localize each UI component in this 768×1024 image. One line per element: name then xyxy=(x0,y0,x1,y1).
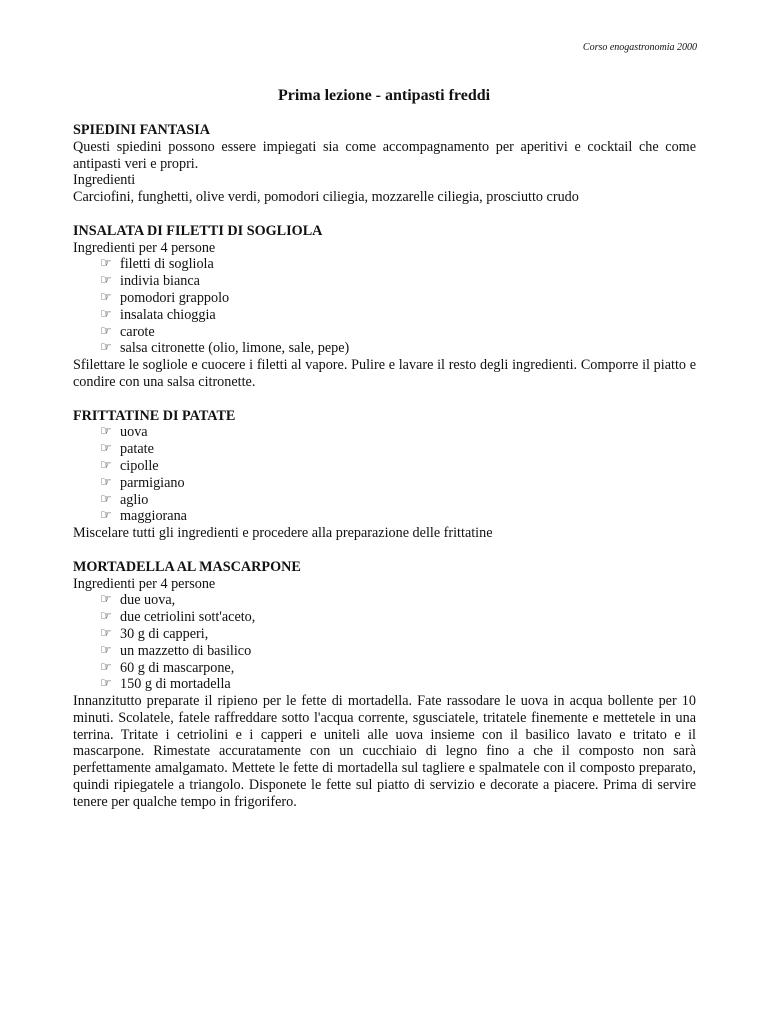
list-item xyxy=(73,307,696,324)
recipe-title: FRITTATINE DI PATATE xyxy=(73,407,236,424)
pointing-hand-icon: ☞ xyxy=(100,659,112,675)
list-item xyxy=(73,609,696,626)
ingredient-text: 60 g di mascarpone, xyxy=(120,659,235,676)
pointing-hand-icon: ☞ xyxy=(100,256,112,272)
recipe-frittatine-di-patate xyxy=(73,408,696,542)
ingredients-list xyxy=(73,592,696,693)
ingredient-text: 30 g di capperi, xyxy=(120,625,209,642)
list-item xyxy=(73,660,696,677)
pointing-hand-icon: ☞ xyxy=(100,323,112,339)
pointing-hand-icon: ☞ xyxy=(100,424,112,440)
pointing-hand-icon: ☞ xyxy=(100,457,112,473)
pointing-hand-icon: ☞ xyxy=(100,441,112,457)
recipe-insalata-filetti-sogliola xyxy=(73,223,696,391)
list-item xyxy=(73,643,696,660)
pointing-hand-icon: ☞ xyxy=(100,676,112,692)
recipe-method: Miscelare tutti gli ingredienti e procedere alla preparazione delle frittatine xyxy=(73,525,493,542)
ingredients-list xyxy=(73,424,696,525)
ingredient-text: filetti di sogliola xyxy=(120,256,214,273)
list-item xyxy=(73,256,696,273)
list-item xyxy=(73,340,696,357)
ingredient-text: patate xyxy=(120,441,154,458)
ingredients-list xyxy=(73,256,696,357)
ingredients-label: Ingredienti xyxy=(73,172,136,189)
ingredient-text: uova xyxy=(120,424,148,441)
list-item xyxy=(73,676,696,693)
ingredients-text: Carciofini, funghetti, olive verdi, pomodori ciliegia, mozzarelle ciliegia, prosciutto crudo xyxy=(73,189,579,206)
page-title: Prima lezione - antipasti freddi xyxy=(277,87,491,104)
list-item xyxy=(73,324,696,341)
ingredient-text: salsa citronette (olio, limone, sale, pepe) xyxy=(120,340,350,357)
ingredient-text: 150 g di mortadella xyxy=(120,676,231,693)
pointing-hand-icon: ☞ xyxy=(100,289,112,305)
list-item xyxy=(73,492,696,509)
pointing-hand-icon: ☞ xyxy=(100,273,112,289)
ingredient-text: aglio xyxy=(120,491,149,508)
ingredient-text: maggiorana xyxy=(120,508,187,525)
document-body xyxy=(73,122,696,827)
recipe-intro: Questi spiedini possono essere impiegati sia come accompagnamento per aperitivi e cocktail che come antipasti veri e propri. xyxy=(73,138,696,172)
recipe-method: Innanzitutto preparate il ripieno per le fette di mortadella. Fate rassodare le uova in acqua bollente per 10 minuti. Scolatele, fatele raffreddare sotto l'acqua corrente, sgusciatele, tritatele finemente e mettetele in una terrina. Tritate i cetriolini e i capperi e uniteli alle uova insieme con il basilico lavato e tritato e il mascarpone. Rimestate accuratamente con un cucchiaio di legno fino a che il composto non sarà perfettamente amalgamato. Mettete le fette di mortadella sul tagliere e spalmatele con il composto preparato, quindi ripiegatele a triangolo. Disponete le fette sul piatto di servizio e decorate a piacere. Prima di servire tenere per qualche tempo in frigorifero. xyxy=(73,693,696,810)
recipe-method: Sfilettare le sogliole e cuocere i filetti al vapore. Pulire e lavare il resto degli ingredienti. Comporre il piatto e condire con una salsa citronette. xyxy=(73,357,696,390)
list-item xyxy=(73,475,696,492)
list-item xyxy=(73,458,696,475)
pointing-hand-icon: ☞ xyxy=(100,340,112,356)
list-item xyxy=(73,626,696,643)
list-item xyxy=(73,424,696,441)
ingredients-label: Ingredienti per 4 persone xyxy=(73,575,216,592)
pointing-hand-icon: ☞ xyxy=(100,625,112,641)
list-item xyxy=(73,273,696,290)
pointing-hand-icon: ☞ xyxy=(100,642,112,658)
header-note: Corso enogastronomia 2000 xyxy=(582,42,697,53)
recipe-title: MORTADELLA AL MASCARPONE xyxy=(73,558,301,575)
pointing-hand-icon: ☞ xyxy=(100,491,112,507)
pointing-hand-icon: ☞ xyxy=(100,474,112,490)
recipe-title: SPIEDINI FANTASIA xyxy=(73,122,211,138)
ingredient-text: carote xyxy=(120,323,155,340)
ingredient-text: cipolle xyxy=(120,457,159,474)
ingredient-text: parmigiano xyxy=(120,474,185,491)
ingredient-text: insalata chioggia xyxy=(120,306,216,323)
pointing-hand-icon: ☞ xyxy=(100,609,112,625)
ingredient-text: un mazzetto di basilico xyxy=(120,642,252,659)
list-item xyxy=(73,508,696,525)
pointing-hand-icon: ☞ xyxy=(100,592,112,608)
list-item xyxy=(73,592,696,609)
ingredient-text: pomodori grappolo xyxy=(120,289,230,306)
list-item xyxy=(73,441,696,458)
ingredients-label: Ingredienti per 4 persone xyxy=(73,239,216,256)
pointing-hand-icon: ☞ xyxy=(100,508,112,524)
recipe-mortadella-al-mascarpone xyxy=(73,559,696,811)
list-item xyxy=(73,290,696,307)
pointing-hand-icon: ☞ xyxy=(100,306,112,322)
ingredient-text: due uova, xyxy=(120,592,176,609)
recipe-title: INSALATA DI FILETTI DI SOGLIOLA xyxy=(73,222,323,239)
recipe-spiedini-fantasia xyxy=(73,122,696,206)
ingredient-text: due cetriolini sott'aceto, xyxy=(120,609,256,626)
ingredient-text: indivia bianca xyxy=(120,273,200,290)
